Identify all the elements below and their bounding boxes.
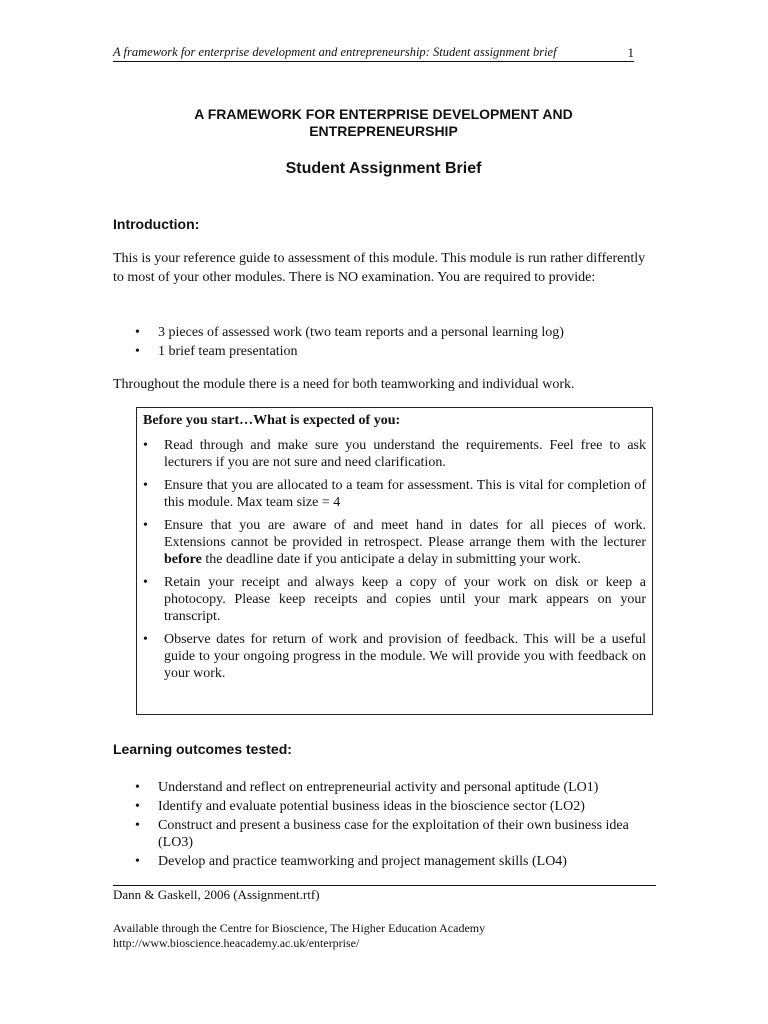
list-item: • Retain your receipt and always keep a copy of your work on disk or keep a photocopy. Please keep receipts and copies until your mark appears on your transcript. [143, 574, 646, 625]
list-item: • 3 pieces of assessed work (two team reports and a personal learning log) [113, 324, 658, 341]
teamwork-note: Throughout the module there is a need for both teamworking and individual work. [113, 377, 575, 392]
running-header-title: A framework for enterprise development and entrepreneurship: Student assignment brief [113, 45, 557, 59]
list-item: • Ensure that you are allocated to a team for assessment. This is vital for completion of this module. Max team size = 4 [143, 477, 646, 511]
deliverables-list [113, 324, 658, 362]
page-number: 1 [627, 45, 634, 60]
list-item: • Identify and evaluate potential business ideas in the bioscience sector (LO2) [113, 798, 658, 815]
list-item: • Read through and make sure you understand the requirements. Feel free to ask lecturers if you are not sure and need clarification. [143, 437, 646, 471]
item-text: Ensure that you are aware of and meet hand in dates for all pieces of work. Extensions cannot be provided in retrospect. Please arrange them with the lecturer [164, 518, 646, 550]
expectations-box-title: Before you start…What is expected of you: [143, 413, 401, 428]
learning-outcomes-list [113, 779, 658, 872]
learning-outcomes-heading: Learning outcomes tested: [113, 741, 292, 757]
list-item: • Develop and practice teamworking and project management skills (LO4) [113, 853, 658, 870]
list-item: • Understand and reflect on entrepreneurial activity and personal aptitude (LO1) [113, 779, 658, 796]
document-title-line1: A FRAMEWORK FOR ENTERPRISE DEVELOPMENT AND [194, 106, 573, 122]
footer-url[interactable]: http://www.bioscience.heacademy.ac.uk/enterprise/ [113, 936, 360, 950]
list-item [143, 517, 646, 568]
list-item: • Construct and present a business case for the exploitation of their own business idea (LO3) [113, 817, 658, 851]
introduction-paragraph: This is your reference guide to assessment of this module. This module is run rather differently to most of your other modules. There is NO examination. You are required to provide: [113, 251, 646, 285]
footer-availability: Available through the Centre for Bioscience, The Higher Education Academy [113, 921, 486, 935]
running-header [113, 44, 634, 62]
footer-citation: Dann & Gaskell, 2006 (Assignment.rtf) [113, 887, 320, 902]
introduction-heading: Introduction: [113, 216, 200, 232]
document-title [113, 106, 654, 140]
list-item: • 1 brief team presentation [113, 343, 658, 360]
document-subtitle: Student Assignment Brief [285, 160, 482, 177]
document-title-line2: ENTREPRENEURSHIP [309, 123, 458, 139]
footer-divider [113, 885, 656, 886]
item-text: the deadline date if you anticipate a delay in submitting your work. [201, 552, 581, 567]
list-item: • Observe dates for return of work and provision of feedback. This will be a useful guide to your ongoing progress in the module. We will provide you with feedback on your work. [143, 631, 646, 682]
emphasis-text: before [164, 552, 202, 567]
expectations-box [136, 407, 653, 715]
expectations-list [143, 437, 646, 682]
